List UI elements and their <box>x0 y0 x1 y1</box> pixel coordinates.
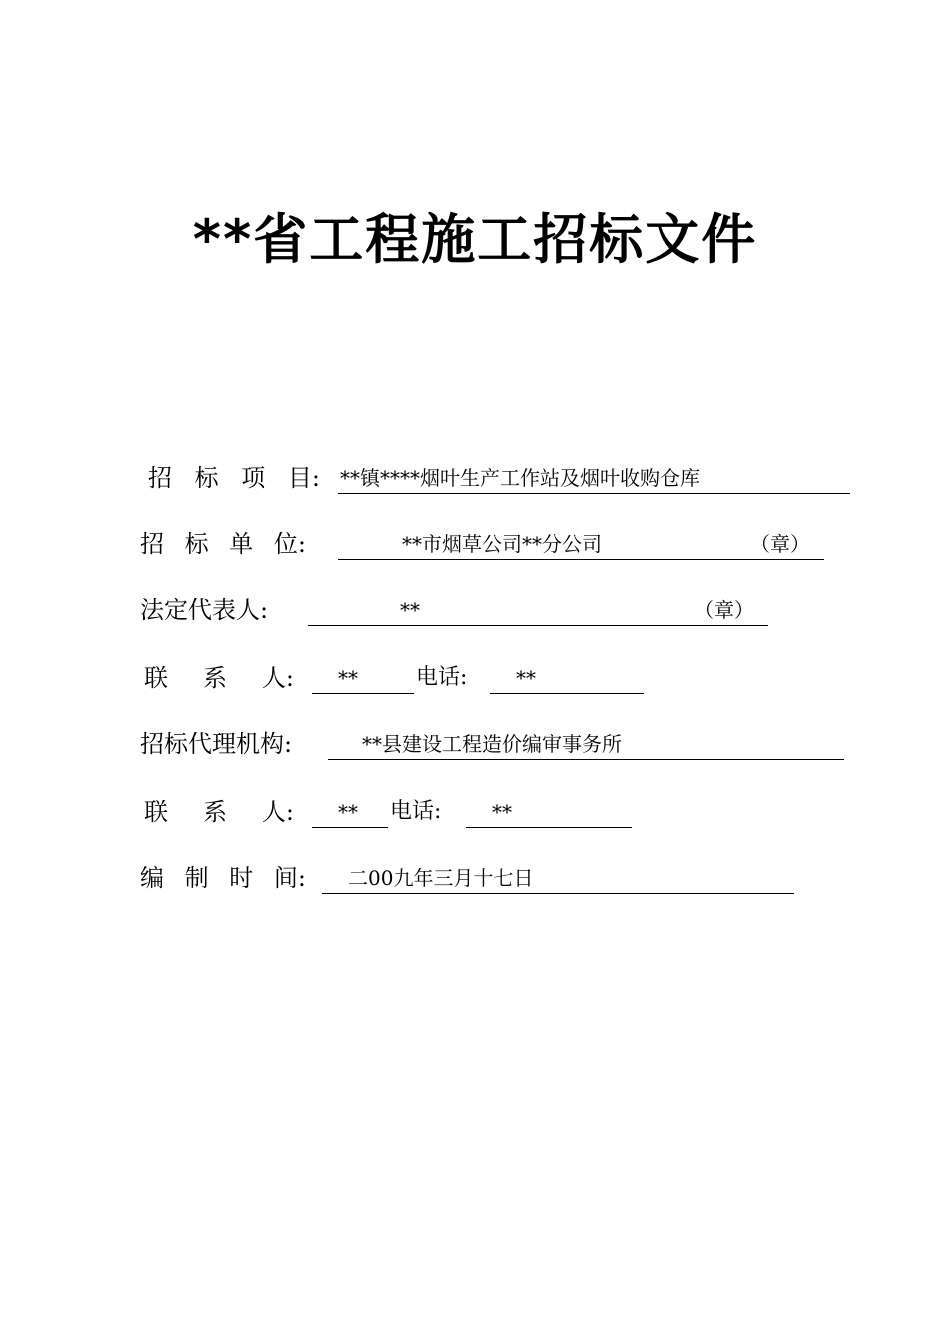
field-unit <box>0 528 950 560</box>
phone-value: ** <box>516 666 536 690</box>
field-value-line <box>338 462 850 494</box>
field-label: 招 标 单 位: <box>140 530 306 558</box>
field-value: ** <box>338 666 358 690</box>
field-value-line <box>322 862 794 894</box>
field-value-line <box>328 728 844 760</box>
phone-value: ** <box>492 800 512 824</box>
field-contact-2 <box>0 796 950 828</box>
field-label: 编 制 时 间: <box>140 864 306 892</box>
field-date <box>0 862 950 894</box>
seal-mark: （章） <box>750 532 810 556</box>
field-value: ** <box>338 800 358 824</box>
field-value: **镇****烟叶生产工作站及烟叶收购仓库 <box>340 466 700 490</box>
phone-value-line <box>466 796 632 828</box>
field-value-line <box>312 796 388 828</box>
phone-label: 电话: <box>390 799 442 824</box>
field-label: 联 系 人: <box>144 664 294 692</box>
field-value: **县建设工程造价编审事务所 <box>362 732 622 756</box>
phone-label: 电话: <box>416 665 468 690</box>
phone-value-line <box>490 662 644 694</box>
field-label: 联 系 人: <box>144 798 294 826</box>
field-value: ** <box>400 598 420 622</box>
seal-mark: （章） <box>694 598 754 622</box>
field-legal-rep <box>0 594 950 626</box>
document-title: **省工程施工招标文件 <box>192 208 758 271</box>
field-label: 招 标 项 目: <box>148 464 320 492</box>
field-contact-1 <box>0 662 950 694</box>
field-value-line <box>338 528 824 560</box>
field-value-line <box>312 662 414 694</box>
field-label: 法定代表人: <box>140 596 269 624</box>
field-project <box>0 462 950 494</box>
field-agency <box>0 728 950 760</box>
field-value: 二00九年三月十七日 <box>348 866 534 890</box>
field-value-line <box>308 594 768 626</box>
field-label: 招标代理机构: <box>140 730 293 758</box>
field-value: **市烟草公司**分公司 <box>402 532 602 556</box>
